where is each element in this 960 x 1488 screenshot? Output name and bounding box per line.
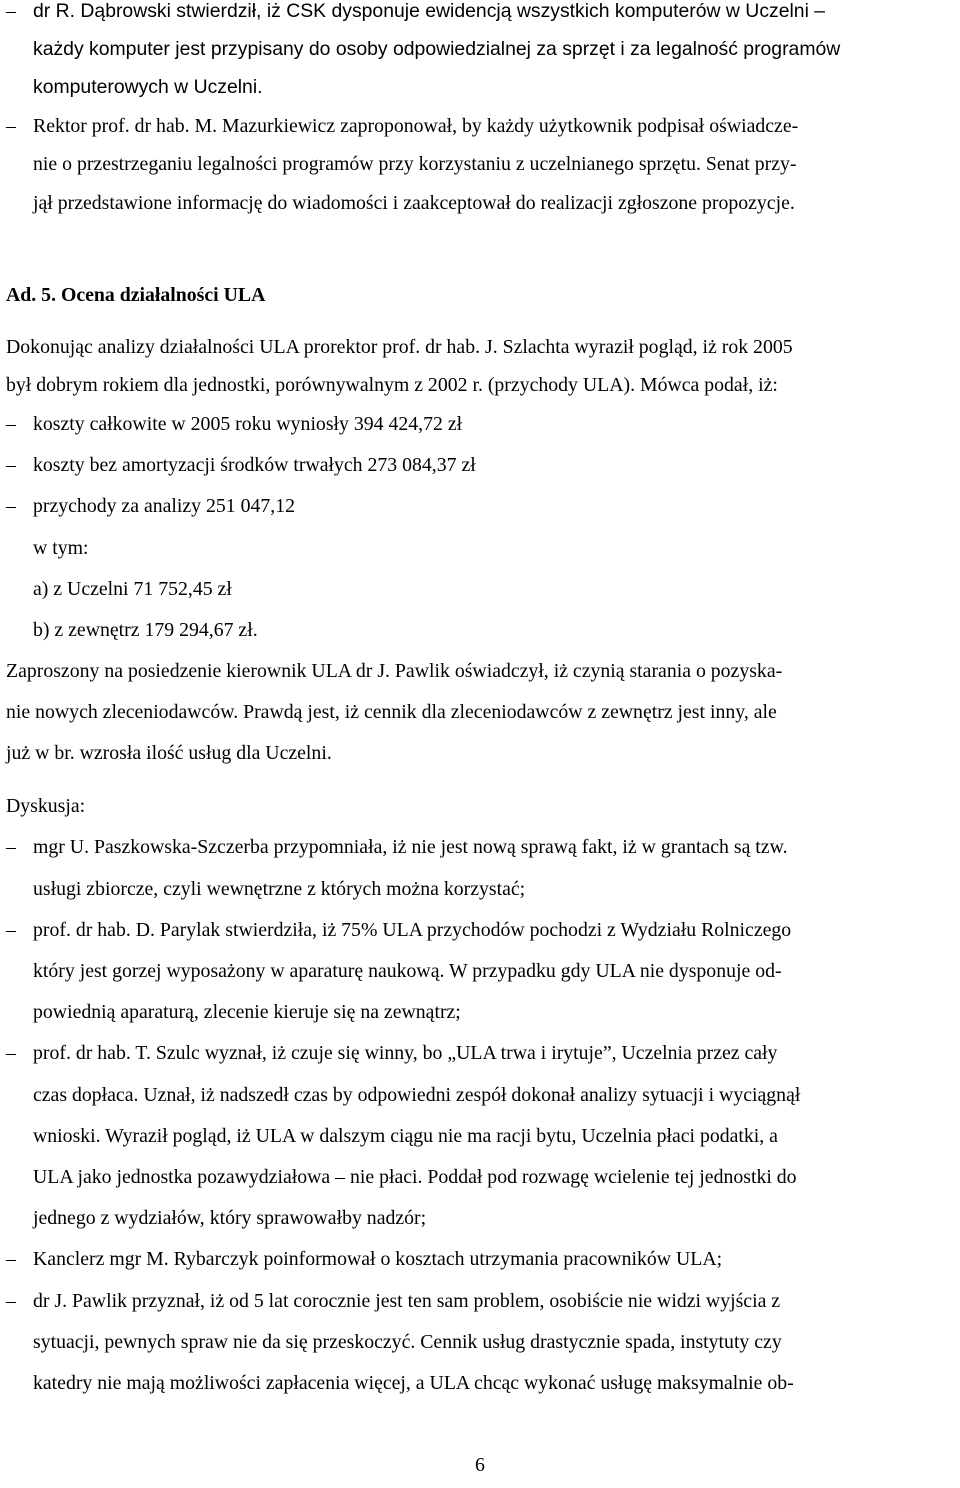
- intro-line-1: dr R. Dąbrowski stwierdził, iż CSK dysponuje ewidencją wszystkich komputerów w Uczelni –: [33, 0, 826, 22]
- bullet-dash: –: [6, 454, 16, 476]
- cost-without-amortization: koszty bez amortyzacji środków trwałych 273 084,37 zł: [33, 454, 476, 476]
- intro-line-5: nie o przestrzeganiu legalności programów przy korzystaniu z uczelnianego sprzętu. Senat przy-: [33, 153, 797, 175]
- bullet-dash: –: [6, 495, 16, 517]
- bullet-dash: –: [6, 836, 16, 858]
- paragraph-line: Zaproszony na posiedzenie kierownik ULA dr J. Pawlik oświadczył, iż czynią starania o pozyska-: [6, 660, 783, 682]
- discussion-line: ULA jako jednostka pozawydziałowa – nie płaci. Poddał pod rozwagę wcielenie tej jednostki do: [33, 1166, 797, 1188]
- paragraph-line: nie nowych zleceniodawców. Prawdą jest, iż cennik dla zleceniodawców z zewnętrz jest inny, ale: [6, 701, 777, 723]
- bullet-dash: –: [6, 413, 16, 435]
- intro-line-4: Rektor prof. dr hab. M. Mazurkiewicz zaproponował, by każdy użytkownik podpisał oświadcze-: [33, 115, 799, 137]
- intro-line-3: komputerowych w Uczelni.: [33, 76, 263, 98]
- discussion-line: mgr U. Paszkowska-Szczerba przypomniała, iż nie jest nową sprawą fakt, iż w grantach są tzw.: [33, 836, 788, 858]
- discussion-line: usługi zbiorcze, czyli wewnętrzne z których można korzystać;: [33, 878, 526, 900]
- bullet-dash: –: [6, 0, 16, 22]
- section-heading: Ad. 5. Ocena działalności ULA: [6, 284, 266, 306]
- discussion-line: prof. dr hab. D. Parylak stwierdziła, iż 75% ULA przychodów pochodzi z Wydziału Rolniczego: [33, 919, 792, 941]
- discussion-line: Kanclerz mgr M. Rybarczyk poinformował o kosztach utrzymania pracowników ULA;: [33, 1248, 723, 1270]
- section-paragraph-line-1: Dokonując analizy działalności ULA prorektor prof. dr hab. J. Szlachta wyraził pogląd, iż rok 2005: [6, 336, 793, 358]
- discussion-line: powiednią aparaturą, zlecenie kieruje się na zewnątrz;: [33, 1001, 461, 1023]
- cost-total: koszty całkowite w 2005 roku wyniosły 394 424,72 zł: [33, 413, 463, 435]
- revenue-analyses: przychody za analizy 251 047,12: [33, 495, 296, 517]
- intro-line-6: jął przedstawione informację do wiadomości i zaakceptował do realizacji zgłoszone propozycje.: [33, 192, 795, 214]
- discussion-line: prof. dr hab. T. Szulc wyznał, iż czuje się winny, bo „ULA trwa i irytuje”, Uczelnia przez cały: [33, 1042, 778, 1064]
- bullet-dash: –: [6, 115, 16, 137]
- revenue-university: a) z Uczelni 71 752,45 zł: [33, 578, 232, 600]
- page-number: 6: [475, 1454, 485, 1476]
- discussion-line: sytuacji, pewnych spraw nie da się przeskoczyć. Cennik usług drastycznie spada, instytuty czy: [33, 1331, 782, 1353]
- paragraph-line: już w br. wzrosła ilość usług dla Uczelni.: [6, 742, 332, 764]
- discussion-line: czas dopłaca. Uznał, iż nadszedł czas by odpowiedni zespół dokonał analizy sytuacji i wyciągnął: [33, 1084, 801, 1106]
- bullet-dash: –: [6, 919, 16, 941]
- discussion-line: wnioski. Wyraził pogląd, iż ULA w dalszym ciągu nie ma racji bytu, Uczelnia płaci podatki, a: [33, 1125, 778, 1147]
- bullet-dash: –: [6, 1042, 16, 1064]
- including-label: w tym:: [33, 537, 89, 559]
- discussion-line: katedry nie mają możliwości zapłacenia więcej, a ULA chcąc wykonać usługę maksymalnie ob-: [33, 1372, 794, 1394]
- discussion-line: dr J. Pawlik przyznał, iż od 5 lat corocznie jest ten sam problem, osobiście nie widzi wyjścia z: [33, 1290, 781, 1312]
- bullet-dash: –: [6, 1248, 16, 1270]
- section-paragraph-line-2: był dobrym rokiem dla jednostki, porównywalnym z 2002 r. (przychody ULA). Mówca podał, iż:: [6, 374, 778, 396]
- revenue-external: b) z zewnętrz 179 294,67 zł.: [33, 619, 258, 641]
- discussion-line: który jest gorzej wyposażony w aparaturę naukową. W przypadku gdy ULA nie dysponuje od-: [33, 960, 782, 982]
- discussion-label: Dyskusja:: [6, 795, 86, 817]
- discussion-line: jednego z wydziałów, który sprawowałby nadzór;: [33, 1207, 427, 1229]
- intro-line-2: każdy komputer jest przypisany do osoby odpowiedzialnej za sprzęt i za legalność programów: [33, 38, 841, 60]
- bullet-dash: –: [6, 1290, 16, 1312]
